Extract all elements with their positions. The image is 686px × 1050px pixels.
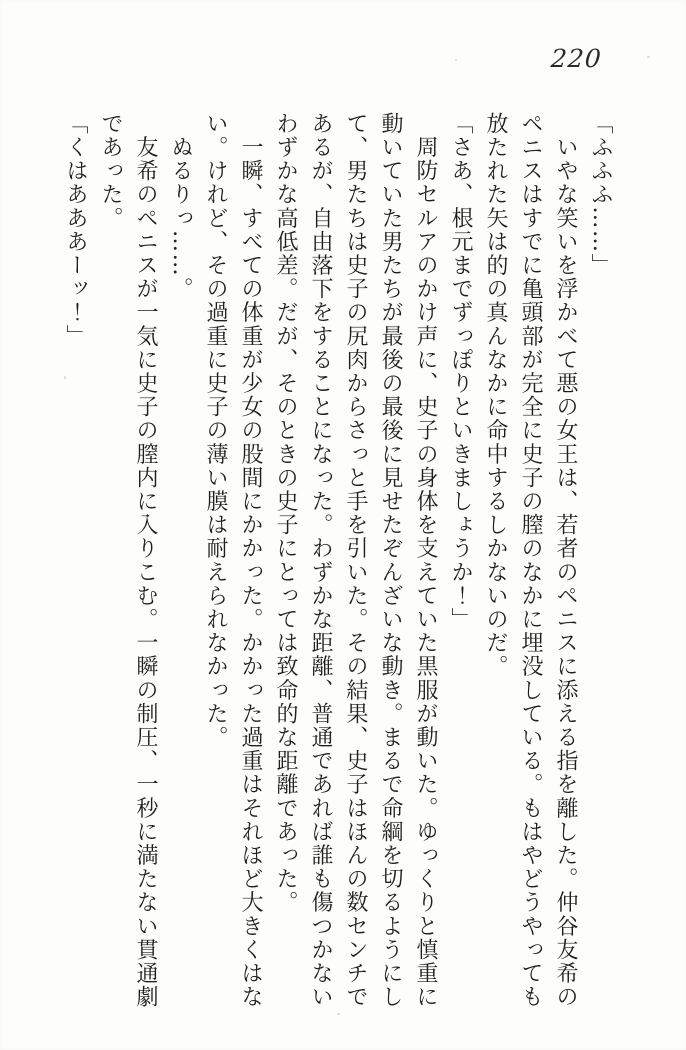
scan-speck [647,56,650,58]
text-line: 「ふふふ……」 [588,112,613,278]
text-line: 放たれた矢は的の真んなかに命中するしかないのだ。 [483,112,508,679]
text-line: 「さあ、根元までずっぽりといきましょうか！」 [448,112,473,632]
text-line: い。けれど、その過重に史子の薄い膜は耐えられなかった。 [203,112,228,750]
text-line: ペニスはすでに亀頭部が完全に史子の膣のなかに埋没している。もはやどうやっても [518,112,543,1009]
text-line: いやな笑いを浮かべて悪の女王は、若者のペニスに添える指を離した。仲谷友希の [553,112,578,1009]
scan-speck [337,1013,340,1015]
scan-speck [64,376,66,379]
text-line: あるが、自由落下をすることになった。わずかな距離、普通であれば誰も傷つかない [308,112,333,1009]
text-line: ぬるりっ……。 [168,112,193,301]
scan-speck [455,59,457,61]
body-text [58,112,618,1018]
text-line: て、男たちは史子の尻肉からさっと手を引いた。その結果、史子はほんの数センチで [343,112,368,1009]
text-line: わずかな高低差。だが、そのときの史子にとっては致命的な距離であった。 [273,112,298,915]
text-line: 一瞬、すべての体重が少女の股間にかかった。かかった過重はそれほど大きくはな [238,112,263,1009]
text-line: 周防セルアのかけ声に、史子の身体を支えていた黒服が動いた。ゆっくりと慎重に [413,112,438,1009]
text-line: 動いていた男たちが最後の最後に見せたぞんざいな動き。まるで命綱を切るようにし [378,112,403,1009]
text-line: 「くはあああーッ！」 [63,112,88,348]
text-line: であった。 [98,112,123,230]
text-line: 友希のペニスが一気に史子の膣内に入りこむ。一瞬の制圧、一秒に満たない貫通劇 [133,112,158,1009]
page-number: 220 [549,44,603,73]
